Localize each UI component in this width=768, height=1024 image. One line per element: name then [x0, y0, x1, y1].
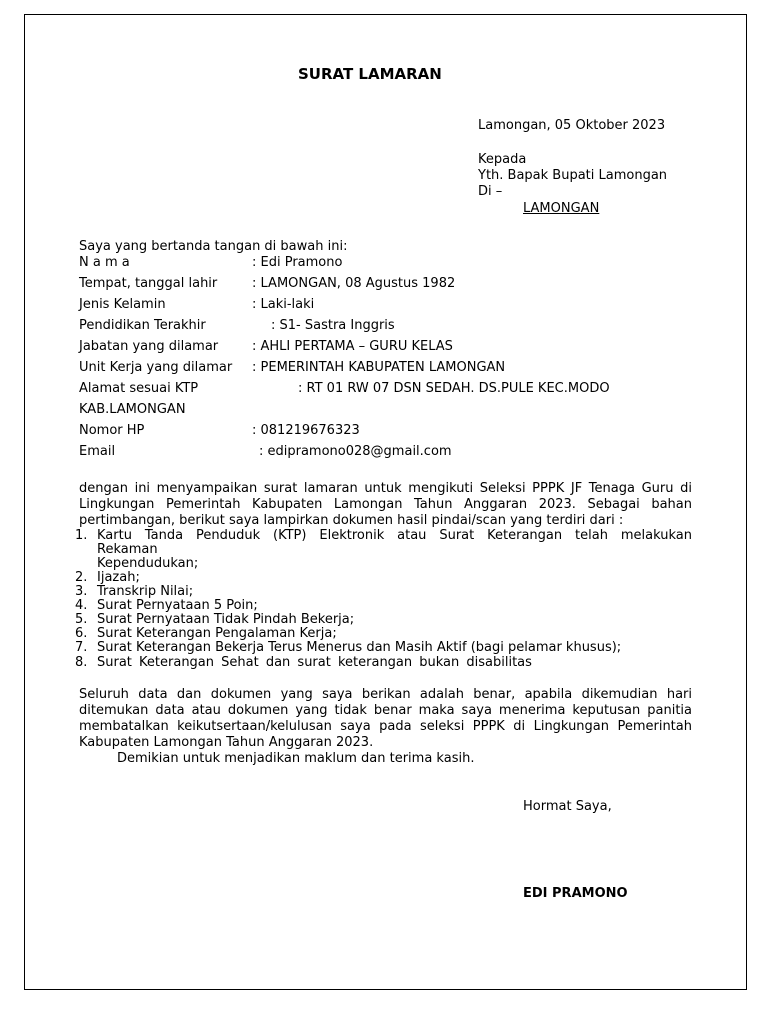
- attachment-number: 7.: [75, 640, 88, 655]
- attachment-number: 6.: [75, 626, 88, 641]
- body-paragraph: dengan ini menyampaikan surat lamaran untuk mengikuti Seleksi PPPK JF Tenaga Guru di Lingkungan Pemerintah Kabupaten Lamongan Tahun Anggaran 2023. Sebagai bahan pertimbangan, berikut saya lampirkan dokumen hasil pindai/scan yang terdiri dari :: [79, 481, 692, 528]
- field-value-continued: KAB.LAMONGAN: [79, 402, 186, 417]
- field-value: : 081219676323: [252, 423, 360, 438]
- attachment-item: [75, 529, 692, 571]
- attachment-text: Kartu Tanda Penduduk (KTP) Elektronik atau Surat Keterangan telah melakukan: [97, 528, 692, 543]
- field-label: Jabatan yang dilamar: [79, 339, 219, 354]
- letter-title: SURAT LAMARAN: [298, 65, 442, 83]
- attachment-number: 5.: [75, 612, 88, 627]
- field-label: Tempat, tanggal lahir: [79, 276, 218, 291]
- field-value: : S1- Sastra Inggris: [271, 318, 395, 333]
- field-value: : PEMERINTAH KABUPATEN LAMONGAN: [252, 360, 506, 375]
- signature-name: EDI PRAMONO: [523, 886, 628, 901]
- field-value: : edipramono028@gmail.com: [259, 444, 452, 459]
- recipient-yth: Yth. Bapak Bupati Lamongan: [478, 168, 668, 183]
- attachment-text: Surat Keterangan Pengalaman Kerja;: [97, 626, 337, 641]
- place-date: Lamongan, 05 Oktober 2023: [478, 118, 666, 133]
- field-value: : RT 01 RW 07 DSN SEDAH. DS.PULE KEC.MODO: [298, 381, 610, 396]
- intro-line: Saya yang bertanda tangan di bawah ini:: [79, 239, 348, 254]
- attachment-number: 8.: [75, 655, 88, 670]
- field-label: Email: [79, 444, 116, 459]
- closing-line: Demikian untuk menjadikan maklum dan terima kasih.: [117, 751, 475, 766]
- recipient-kepada: Kepada: [478, 152, 527, 167]
- field-label: Jenis Kelamin: [79, 297, 166, 312]
- field-label: Nomor HP: [79, 423, 145, 438]
- attachment-text: Surat Pernyataan Tidak Pindah Bekerja;: [97, 612, 355, 627]
- attachment-number: 3.: [75, 584, 88, 599]
- field-value: : Laki-laki: [252, 297, 315, 312]
- attachment-number: 1.: [75, 528, 88, 543]
- letter-page: [24, 14, 747, 990]
- attachment-text: Surat Pernyataan 5 Poin;: [97, 598, 258, 613]
- field-label: N a m a: [79, 255, 130, 270]
- recipient-city: LAMONGAN: [523, 201, 600, 216]
- attachment-number: 2.: [75, 570, 88, 585]
- attachment-number: 4.: [75, 598, 88, 613]
- field-value: : LAMONGAN, 08 Agustus 1982: [252, 276, 456, 291]
- signature-salutation: Hormat Saya,: [523, 799, 612, 814]
- field-value: : Edi Pramono: [252, 255, 343, 270]
- attachment-text-cont: Rekaman: [97, 542, 158, 557]
- attachment-text: Surat Keterangan Sehat dan surat keterangan bukan disabilitas: [97, 655, 532, 670]
- recipient-di: Di –: [478, 184, 503, 199]
- attachment-text-cont: Kependudukan;: [97, 556, 199, 571]
- attachment-text: Transkrip Nilai;: [97, 584, 194, 599]
- attachment-text: Surat Keterangan Bekerja Terus Menerus dan Masih Aktif (bagi pelamar khusus);: [97, 640, 622, 655]
- field-value: : AHLI PERTAMA – GURU KELAS: [252, 339, 453, 354]
- field-label: Unit Kerja yang dilamar: [79, 360, 233, 375]
- attachment-text: Ijazah;: [97, 570, 140, 585]
- closing-paragraph: Seluruh data dan dokumen yang saya berikan adalah benar, apabila dikemudian hari ditemukan data atau dokumen yang tidak benar maka saya menerima keputusan panitia membatalkan keikutsertaan/kelulusan saya pada seleksi PPPK di Lingkungan Pemerintah Kabupaten Lamongan Tahun Anggaran 2023.: [79, 687, 692, 750]
- field-label: Alamat sesuai KTP: [79, 381, 199, 396]
- field-label: Pendidikan Terakhir: [79, 318, 206, 333]
